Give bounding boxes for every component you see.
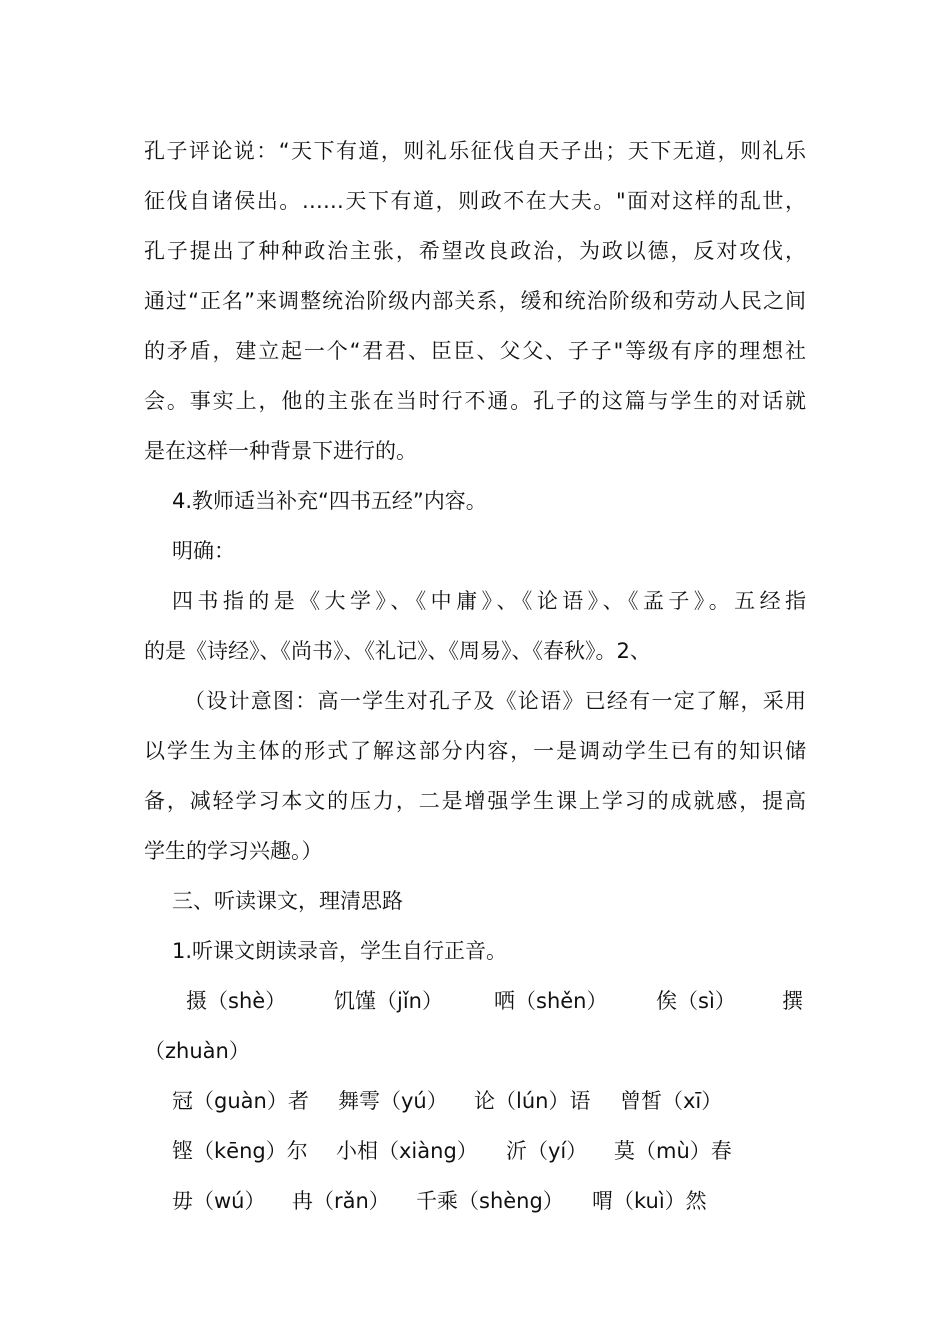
paragraph-line: 孔子提出了种种政治主张，希望改良政治，为政以德，反对攻伐， xyxy=(144,239,806,263)
pinyin-item: 冠（guàn）者 xyxy=(172,1089,309,1113)
pinyin-item: 撰 xyxy=(782,989,803,1013)
paragraph-line: 的矛盾，建立起一个“君君、臣臣、父父、子子"等级有序的理想社 xyxy=(144,339,806,363)
pinyin-item: 论（lún）语 xyxy=(474,1089,591,1113)
pinyin-item: 摄（shè） xyxy=(186,989,287,1013)
pinyin-item: 千乘（shèng） xyxy=(416,1189,564,1213)
section-heading: 三、听读课文，理清思路 xyxy=(172,889,403,913)
pinyin-item: 小相（xiàng） xyxy=(336,1139,478,1163)
pinyin-item: （zhuàn） xyxy=(144,1039,250,1063)
pinyin-item: 莫（mù）春 xyxy=(614,1139,732,1163)
pinyin-item: 喟（kuì）然 xyxy=(592,1189,707,1213)
pinyin-item: 毋（wú） xyxy=(172,1189,266,1213)
pinyin-item: 舞雩（yú） xyxy=(338,1089,448,1113)
design-intent-line: 备，减轻学习本文的压力，二是增强学生课上学习的成就感，提高 xyxy=(144,789,806,813)
pinyin-item: 沂（yí） xyxy=(506,1139,588,1163)
paragraph-line: 通过“正名”来调整统治阶级内部关系，缓和统治阶级和劳动人民之间 xyxy=(144,289,806,313)
pinyin-item: 哂（shěn） xyxy=(494,989,608,1013)
paragraph-line: 的是《诗经》、《尚书》、《礼记》、《周易》、《春秋》。2、 xyxy=(144,639,651,663)
design-intent-line: （设计意图：高一学生对孔子及《论语》已经有一定了解，采用 xyxy=(184,689,806,713)
paragraph-line: 征伐自诸侯出。……天下有道，则政不在大夫。"面对这样的乱世， xyxy=(144,189,806,213)
paragraph-line: 会。事实上，他的主张在当时行不通。孔子的这篇与学生的对话就 xyxy=(144,389,806,413)
pinyin-item: 饥馑（jǐn） xyxy=(334,989,443,1013)
pinyin-item: 冉（rǎn） xyxy=(292,1189,390,1213)
pinyin-item: 曾皙（xī） xyxy=(620,1089,723,1113)
pinyin-item: 俟（sì） xyxy=(656,989,736,1013)
step-heading: 1.听课文朗读录音，学生自行正音。 xyxy=(172,939,508,963)
clarify-label: 明确： xyxy=(172,539,235,563)
step-heading: 4.教师适当补充“四书五经”内容。 xyxy=(172,489,487,513)
pinyin-item: 铿（kēng）尔 xyxy=(172,1139,308,1163)
design-intent-line: 以学生为主体的形式了解这部分内容，一是调动学生已有的知识储 xyxy=(144,739,806,763)
pinyin-row xyxy=(144,1036,250,1066)
paragraph-line: 是在这样一种背景下进行的。 xyxy=(144,439,417,463)
paragraph-line: 孔子评论说：“天下有道，则礼乐征伐自天子出；天下无道，则礼乐 xyxy=(144,139,806,163)
paragraph-line: 四书指的是《大学》、《中庸》、《论语》、《孟子》。五经指 xyxy=(172,589,806,613)
design-intent-line: 学生的学习兴趣。） xyxy=(144,839,323,863)
